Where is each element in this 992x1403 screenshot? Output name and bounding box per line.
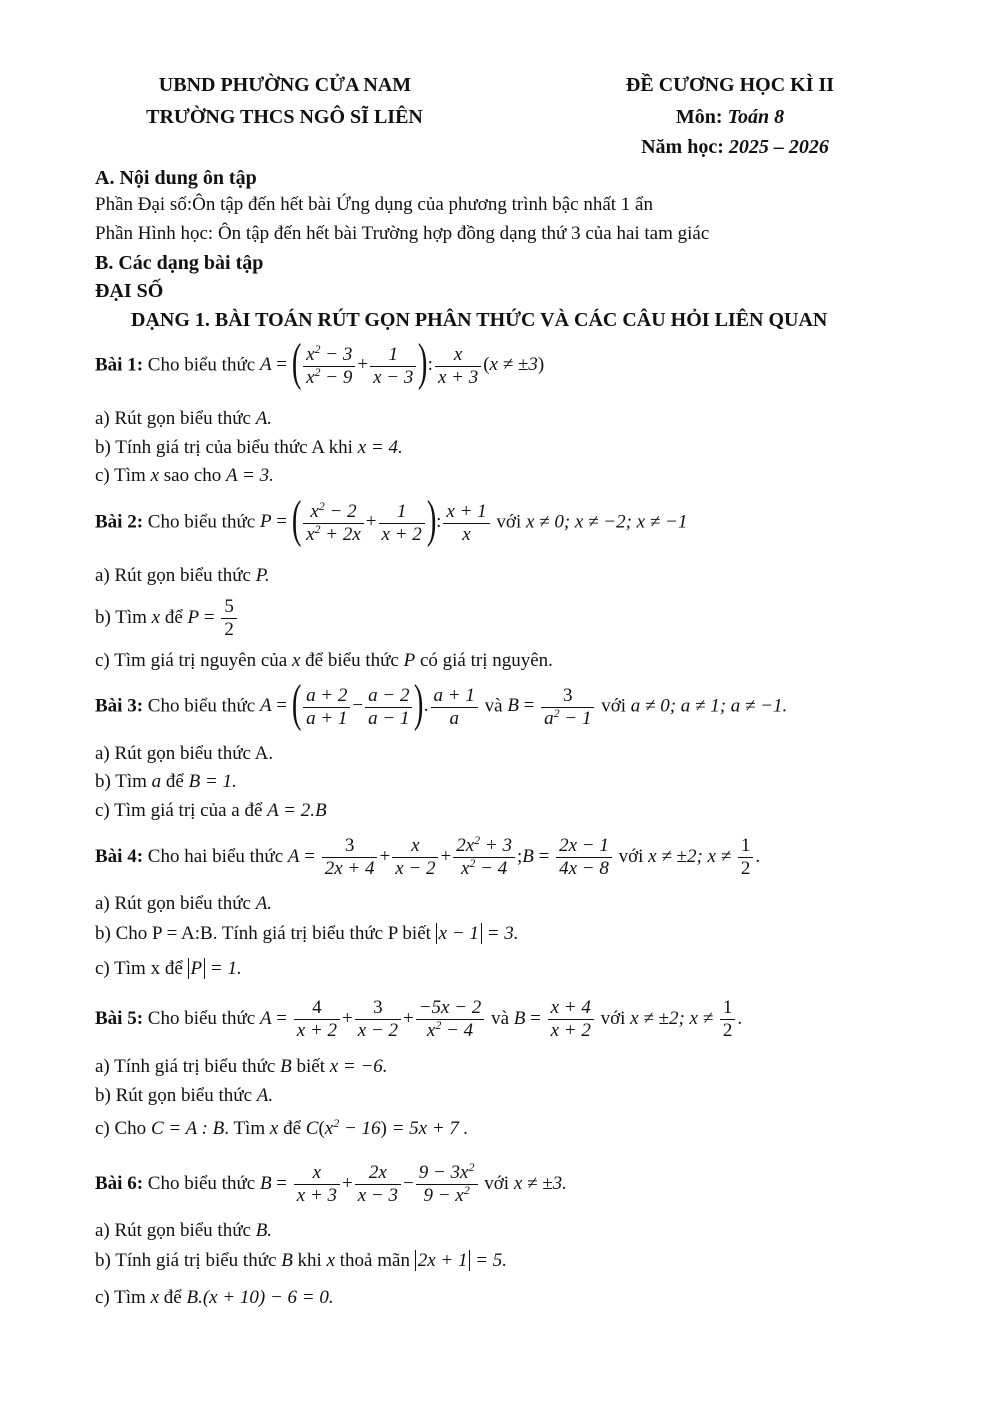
problem4-part-c: c) Tìm x để P = 1. xyxy=(95,958,242,979)
problem2-part-a: a) Rút gọn biểu thức P. xyxy=(95,565,270,586)
year-value: 2025 – 2026 xyxy=(728,136,829,158)
problem5-formula-b: B = $\frac{x + 4}{x + 2}$ xyxy=(514,1008,596,1029)
problem3-part-c: c) Tìm giá trị của a để A = 2.B xyxy=(95,800,327,821)
year-label: Năm học: xyxy=(641,136,729,158)
problem4-statement xyxy=(95,835,760,880)
document-title: ĐỀ CƯƠNG HỌC KÌ II xyxy=(625,74,835,96)
problem3-formula-b: B = $\frac{3}{a^2 - 1}$ xyxy=(507,695,596,716)
subject-line xyxy=(590,106,870,129)
algebra-heading: ĐẠI SỐ xyxy=(95,280,164,302)
problem1-intro: Cho biểu thức xyxy=(147,354,256,376)
problem6-intro: Cho biểu thức xyxy=(147,1172,256,1194)
problem3-part-b: b) Tìm a để B = 1. xyxy=(95,771,237,792)
problem4-cond-word: với xyxy=(618,845,644,867)
form1-heading: DẠNG 1. BÀI TOÁN RÚT GỌN PHÂN THỨC VÀ CÁC CÂU HỎI LIÊN QUAN xyxy=(131,309,828,331)
problem5-label: Bài 5: xyxy=(95,1007,144,1029)
problem3-condition: a ≠ 0; a ≠ 1; a ≠ −1. xyxy=(630,695,788,717)
problem5-condition: x ≠ ±2; x ≠ $\frac{1}{2}$ . xyxy=(630,997,743,1041)
problem2-statement xyxy=(95,491,688,549)
problem6-part-c: c) Tìm x để B.(x + 10) − 6 = 0. xyxy=(95,1287,334,1308)
problem6-condition: x ≠ ±3. xyxy=(513,1172,567,1194)
section-a-title: A. Nội dung ôn tập xyxy=(95,167,257,189)
school-name: TRƯỜNG THCS NGÔ SĨ LIÊN xyxy=(146,106,423,128)
authority-name: UBND PHƯỜNG CỬA NAM xyxy=(158,74,412,96)
problem4-part-b: b) Cho P = A:B. Tính giá trị biểu thức P biết x − 1 = 3. xyxy=(95,923,519,944)
problem5-cond-word: với xyxy=(600,1007,626,1029)
problem6-formula: B = $\frac{x}{x + 3}$ + $\frac{2x}{x - 3}$ − $\frac{9 - 3x^2}{9 - x^2}$ xyxy=(260,1173,480,1194)
problem1-label: Bài 1: xyxy=(95,354,144,376)
problem4-formula: A = $\frac{3}{2x + 4}$ + $\frac{x}{x - 2}$ + $\frac{2x^2 + 3}{x^2 - 4}$ ;B = $\frac{2x - 1}{4x - 8}$ xyxy=(288,846,614,867)
problem5-statement xyxy=(95,997,742,1042)
problem2-label: Bài 2: xyxy=(95,511,144,533)
subject-label: Môn: xyxy=(675,106,728,128)
problem6-statement xyxy=(95,1162,567,1207)
problem3-intro: Cho biểu thức xyxy=(147,695,256,717)
problem5-part-a: a) Tính giá trị biểu thức B biết x = −6. xyxy=(95,1056,388,1077)
problem3-cond-word: với xyxy=(601,695,627,717)
problem2-part-c: c) Tìm giá trị nguyên của x để biểu thức P có giá trị nguyên. xyxy=(95,650,553,671)
problem2-intro: Cho biểu thức xyxy=(147,511,256,533)
problem3-part-a: a) Rút gọn biểu thức A. xyxy=(95,743,274,764)
section-b-title: B. Các dạng bài tập xyxy=(95,252,264,274)
problem4-label: Bài 4: xyxy=(95,845,144,867)
problem6-label: Bài 6: xyxy=(95,1172,144,1194)
problem5-part-b: b) Rút gọn biểu thức A. xyxy=(95,1085,274,1106)
problem4-intro: Cho hai biểu thức xyxy=(147,845,284,867)
section-a-line1: Phần Đại số:Ôn tập đến hết bài Ứng dụng của phương trình bậc nhất 1 ẩn xyxy=(95,194,653,215)
section-a-line2: Phần Hình học: Ôn tập đến hết bài Trường hợp đồng dạng thứ 3 của hai tam giác xyxy=(95,223,710,244)
problem1-part-b: b) Tính giá trị của biểu thức A khi x = 4. xyxy=(95,437,403,458)
problem2-cond-word: với xyxy=(496,511,522,533)
problem5-intro: Cho biểu thức xyxy=(147,1007,256,1029)
problem4-condition: x ≠ ±2; x ≠ $\frac{1}{2}$ . xyxy=(648,835,761,879)
problem1-formula: A = ( $\frac{x^2 - 3}{x^2 - 9}$ + $\frac{1}{x - 3}$ ): $\frac{x}{x + 3}$ (x ≠ ±3) xyxy=(259,334,545,391)
problem5-part-c: c) Cho C = A : B. Tìm x để $C(x^2 - 16) = 5x + 7$ . xyxy=(95,1116,469,1139)
problem2-condition: x ≠ 0; x ≠ −2; x ≠ −1 xyxy=(525,511,688,533)
problem2-part-b: b) Tìm x để P = $\frac{5}{2}$ xyxy=(95,596,239,641)
problem6-part-b: b) Tính giá trị biểu thức B khi x thoả mãn 2x + 1 = 5. xyxy=(95,1250,508,1271)
problem3-label: Bài 3: xyxy=(95,695,144,717)
problem3-formula-a: A = ( $\frac{a + 2}{a + 1}$ − $\frac{a - 2}{a - 1}$ ). $\frac{a + 1}{a}$ xyxy=(260,695,480,716)
problem2-formula: P = ( $\frac{x^2 - 2}{x^2 + 2x}$ + $\frac{1}{x + 2}$ ): $\frac{x + 1}{x}$ xyxy=(260,511,492,532)
problem1-statement xyxy=(95,334,545,392)
problem4-part-a: a) Rút gọn biểu thức A. xyxy=(95,893,273,914)
problem5-formula-a: A = $\frac{4}{x + 2}$ + $\frac{3}{x - 2}$ + $\frac{-5x - 2}{x^2 - 4}$ xyxy=(260,1008,486,1029)
school-year-line xyxy=(590,136,880,159)
problem5-and: và xyxy=(491,1007,509,1029)
subject-value: Toán 8 xyxy=(727,106,785,128)
problem3-and: và xyxy=(484,695,503,717)
problem6-cond-word: với xyxy=(484,1172,510,1194)
problem6-part-a: a) Rút gọn biểu thức B. xyxy=(95,1220,273,1241)
problem3-statement xyxy=(95,675,788,733)
problem1-part-a: a) Rút gọn biểu thức A. xyxy=(95,408,273,429)
problem1-part-c: c) Tìm x sao cho A = 3. xyxy=(95,465,274,486)
